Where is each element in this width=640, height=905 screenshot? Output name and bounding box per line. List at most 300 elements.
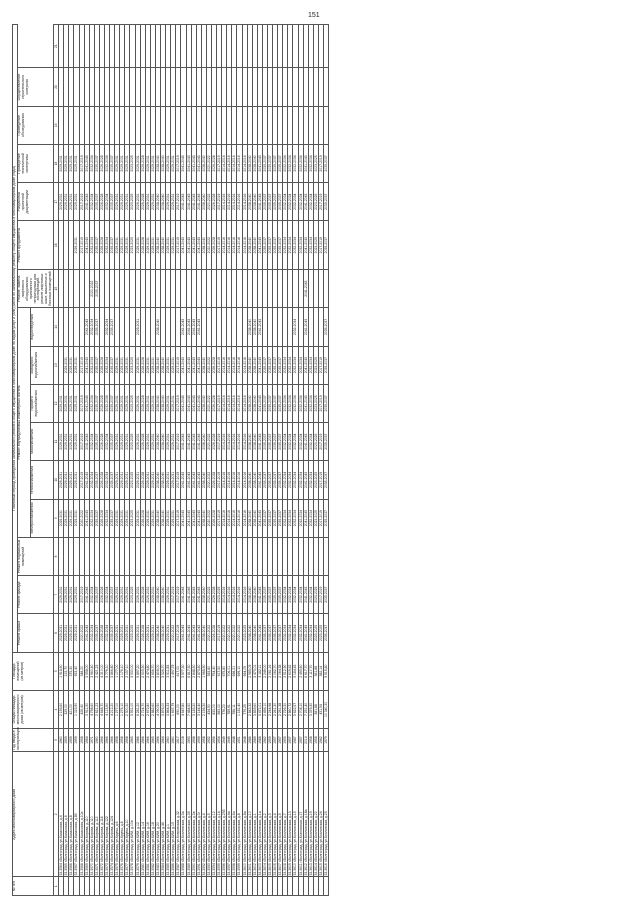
period-cell: 2029-2031: [120, 576, 125, 614]
total-area-cell: 3 839,60: [252, 690, 257, 728]
period-cell: 2032-2034: [89, 576, 94, 614]
period-cell: 2032-2034: [283, 614, 288, 652]
period-cell: 2041-2043: [191, 144, 196, 182]
period-cell: 2038-2040: [252, 346, 257, 384]
period-cell: 2020-2022: [206, 144, 211, 182]
header-roof: Ремонт крыши: [17, 614, 53, 652]
period-cell: 2035-2037: [94, 576, 99, 614]
period-cell: 2017-2019: [217, 423, 222, 461]
period-cell: 2032-2034: [293, 221, 298, 270]
total-area-cell: 2 672,80: [145, 690, 150, 728]
period-cell: 2041-2043: [196, 614, 201, 652]
period-cell: 2029-2031: [145, 221, 150, 270]
living-area-cell: 5 184,43: [293, 652, 298, 690]
period-cell: 2035-2037: [273, 384, 278, 422]
address-cell: 33.3580 г.Волгоград, ул.КИМ, д.14: [140, 752, 145, 877]
period-cell: 2038-2040: [252, 144, 257, 182]
period-cell: 2038-2040: [252, 423, 257, 461]
address-cell: 33.3583 г.Волгоград, ул.КИМ, д.20: [155, 752, 160, 877]
period-cell: 2032-2034: [288, 461, 293, 499]
period-cell: 2017-2019: [217, 221, 222, 270]
period-cell: 2029-2031: [69, 423, 74, 461]
total-area-cell: 2 860,72: [288, 690, 293, 728]
column-number: 16: [54, 221, 59, 270]
period-cell: 2029-2031: [166, 346, 171, 384]
period-cell: 2041-2043: [84, 384, 89, 422]
period-cell: 2023-2025: [130, 221, 135, 270]
period-cell: 2035-2037: [110, 308, 115, 346]
period-cell: 2032-2034: [288, 183, 293, 221]
period-cell: 2029-2031: [69, 614, 74, 652]
period-cell: 2014-2016: [222, 221, 227, 270]
period-cell: 2041-2043: [181, 183, 186, 221]
period-cell: 2029-2031: [120, 144, 125, 182]
period-cell: 2035-2037: [268, 614, 273, 652]
period-cell: 2035-2037: [262, 461, 267, 499]
period-cell: 2041-2043: [181, 576, 186, 614]
column-number: 21: [54, 25, 59, 68]
year-cell: 1960: [166, 729, 171, 752]
period-cell: 2017-2019: [217, 346, 222, 384]
period-cell: 2029-2031: [59, 183, 64, 221]
year-cell: 1986: [135, 729, 140, 752]
period-cell: 2014-2016: [237, 461, 242, 499]
period-cell: 2029-2031: [115, 144, 120, 182]
period-cell: 2026-2028: [99, 384, 104, 422]
period-cell: 2032-2034: [288, 346, 293, 384]
period-cell: 2041-2043: [186, 183, 191, 221]
period-cell: 2041-2043: [196, 461, 201, 499]
period-cell: 2041-2043: [196, 423, 201, 461]
period-cell: 2029-2031: [171, 384, 176, 422]
period-cell: 2041-2043: [84, 221, 89, 270]
year-cell: 1949: [222, 729, 227, 752]
period-cell: 2032-2034: [298, 499, 303, 537]
period-cell: 2035-2037: [278, 576, 283, 614]
address-cell: 33.3610 г.Волгоград, ул.Козловская, д.15: [293, 752, 298, 877]
column-number: 4: [54, 690, 59, 728]
period-cell: 2041-2043: [84, 576, 89, 614]
year-cell: 1958: [115, 729, 120, 752]
total-area-cell: 2 708,10: [298, 690, 303, 728]
year-cell: 1999: [196, 729, 201, 752]
living-area-cell: 3 776,10: [105, 652, 110, 690]
year-cell: 1949: [227, 729, 232, 752]
living-area-cell: 5 897,20: [135, 652, 140, 690]
period-cell: 2041-2043: [186, 346, 191, 384]
period-cell: 2035-2037: [273, 144, 278, 182]
period-cell: 2035-2037: [273, 576, 278, 614]
period-cell: 2026-2028: [211, 576, 216, 614]
living-area-cell: 2 505,50: [140, 652, 145, 690]
year-cell: 1952: [206, 729, 211, 752]
period-cell: 2035-2037: [278, 183, 283, 221]
period-cell: 2041-2043: [191, 384, 196, 422]
living-area-cell: 9 515,80: [324, 652, 329, 690]
address-cell: 33.3571 г.Волгоград, ул.Кирова, д.112: [94, 752, 99, 877]
period-cell: 2029-2031: [150, 384, 155, 422]
living-area-cell: 2 512,90: [283, 652, 288, 690]
period-cell: 2020-2022: [206, 614, 211, 652]
period-cell: 2023-2025: [313, 144, 318, 182]
period-cell: 2041-2043: [303, 221, 308, 270]
period-cell: 2038-2040: [155, 461, 160, 499]
year-cell: 1962: [262, 729, 267, 752]
year-cell: 1958: [201, 729, 206, 752]
period-cell: 2017-2019: [217, 144, 222, 182]
table-body: [59, 25, 329, 896]
period-cell: 2032-2034: [293, 308, 298, 346]
period-cell: 2017-2019: [176, 144, 181, 182]
period-cell: 2041-2043: [303, 576, 308, 614]
total-area-cell: 434,50: [206, 690, 211, 728]
column-number: 9: [54, 499, 59, 537]
period-cell: 2029-2031: [59, 576, 64, 614]
period-cell: 2041-2043: [84, 144, 89, 182]
period-cell: 2029-2031: [115, 384, 120, 422]
year-cell: 1986: [247, 729, 252, 752]
living-area-cell: 4 310,00: [99, 652, 104, 690]
period-cell: 2032-2034: [288, 576, 293, 614]
period-cell: 2032-2034: [89, 144, 94, 182]
year-cell: 1955: [283, 729, 288, 752]
table-row: [324, 25, 329, 896]
period-cell: 2032-2034: [298, 576, 303, 614]
address-cell: 33.3574 г.Волгоград, ул.Кирова, д.124: [110, 752, 115, 877]
period-cell: 2029-2031: [74, 384, 79, 422]
total-area-cell: 583,00: [217, 690, 222, 728]
capital-repair-table: [12, 24, 329, 896]
period-cell: 2032-2034: [89, 499, 94, 537]
address-cell: 33.3599 г.Волгоград, ул.Козловская, д.8: [237, 752, 242, 877]
period-cell: 2035-2037: [268, 144, 273, 182]
address-cell: 33.3565 г.Волгоград, ул.Казахская, д.6: [64, 752, 69, 877]
total-area-cell: 5 622,57: [293, 690, 298, 728]
period-cell: 2035-2037: [262, 499, 267, 537]
period-cell: 2029-2031: [64, 461, 69, 499]
period-cell: 2035-2037: [273, 461, 278, 499]
address-cell: 33.3581 г.Волгоград, ул.КИМ, д.16: [145, 752, 150, 877]
period-cell: 2014-2016: [227, 499, 232, 537]
period-cell: 2041-2043: [181, 614, 186, 652]
period-cell: 2029-2031: [120, 423, 125, 461]
period-cell: 2032-2034: [308, 499, 313, 537]
period-cell: 2032-2034: [308, 461, 313, 499]
period-cell: 2029-2031: [125, 384, 130, 422]
period-cell: [324, 537, 329, 575]
living-area-cell: 3 558,00: [84, 652, 89, 690]
period-cell: 2041-2043: [257, 461, 262, 499]
period-cell: 2032-2034: [105, 423, 110, 461]
period-cell: 2029-2031: [145, 499, 150, 537]
period-cell: 2041-2043: [181, 423, 186, 461]
period-cell: 2020-2022: [79, 614, 84, 652]
living-area-cell: 3 473,01: [252, 652, 257, 690]
year-cell: 1988: [257, 729, 262, 752]
period-cell: 2035-2037: [110, 384, 115, 422]
living-area-cell: 1 968,90: [201, 652, 206, 690]
period-cell: 2035-2037: [273, 346, 278, 384]
address-cell: 33.3607 г.Волгоград, ул.Козловская, д.5: [278, 752, 283, 877]
period-cell: 2023-2025: [313, 614, 318, 652]
period-cell: 2023-2025: [130, 183, 135, 221]
row-number: [324, 877, 329, 896]
living-area-cell: 617,00: [176, 652, 181, 690]
header-no: № п/п: [13, 877, 54, 896]
period-cell: 2017-2019: [176, 346, 181, 384]
period-cell: 2041-2043: [181, 384, 186, 422]
period-cell: 2041-2043: [303, 423, 308, 461]
period-cell: 2017-2019: [79, 346, 84, 384]
total-area-cell: 3 183,20: [191, 690, 196, 728]
living-area-cell: 215,70: [64, 652, 69, 690]
address-cell: 33.3566 г.Волгоград, ул.Казахская, д.8: [69, 752, 74, 877]
period-cell: 2032-2034: [298, 384, 303, 422]
period-cell: 2041-2043: [191, 221, 196, 270]
total-area-cell: 4 647,80: [181, 690, 186, 728]
period-cell: 2032-2034: [298, 144, 303, 182]
period-cell: 2029-2031: [166, 423, 171, 461]
period-cell: 2038-2040: [252, 499, 257, 537]
period-cell: 2032-2034: [105, 308, 110, 346]
period-cell: 2032-2034: [105, 183, 110, 221]
year-cell: 1998: [191, 729, 196, 752]
period-cell: 2020-2022: [206, 423, 211, 461]
period-cell: 2026-2028: [99, 499, 104, 537]
address-cell: 33.3572 г.Волгоград, ул.Кирова, д.118: [99, 752, 104, 877]
period-cell: 2029-2031: [145, 614, 150, 652]
period-cell: 2014-2016: [227, 576, 232, 614]
period-cell: 2032-2034: [308, 221, 313, 270]
period-cell: 2032-2034: [105, 576, 110, 614]
period-cell: 2029-2031: [74, 144, 79, 182]
period-cell: 2017-2019: [176, 183, 181, 221]
total-area-cell: 1 023,90: [74, 690, 79, 728]
period-cell: 2020-2022: [206, 499, 211, 537]
year-cell: 1962: [318, 729, 323, 752]
period-cell: 2017-2019: [318, 144, 323, 182]
period-cell: 2023-2025: [313, 384, 318, 422]
period-cell: 2026-2028: [211, 144, 216, 182]
period-cell: 2029-2031: [171, 183, 176, 221]
period-cell: [324, 270, 329, 308]
period-cell: 2029-2031: [166, 461, 171, 499]
header-sewer: водоотведения: [30, 308, 53, 346]
period-cell: 2014-2016: [222, 499, 227, 537]
period-cell: 2023-2025: [130, 499, 135, 537]
address-cell: 33.3600 г.Волгоград, ул.Козловская, д.8а: [242, 752, 247, 877]
period-cell: 2029-2031: [150, 346, 155, 384]
period-cell: 2029-2031: [59, 461, 64, 499]
period-cell: 2038-2040: [247, 346, 252, 384]
period-cell: 2026-2028: [99, 461, 104, 499]
period-cell: 2032-2034: [293, 346, 298, 384]
year-cell: 1966: [110, 729, 115, 752]
total-area-cell: 4 648,70: [99, 690, 104, 728]
period-cell: 2014-2016: [232, 183, 237, 221]
period-cell: 2023-2025: [130, 423, 135, 461]
period-cell: 2026-2028: [211, 499, 216, 537]
period-cell: 2017-2019: [318, 183, 323, 221]
period-cell: 2029-2031: [59, 384, 64, 422]
total-area-cell: 2 621,23: [94, 690, 99, 728]
period-cell: 2032-2034: [308, 423, 313, 461]
period-cell: 2029-2031: [115, 614, 120, 652]
header-cold-water: холодного водоснабжения: [30, 346, 53, 384]
address-cell: 33.3586 г.Волгоград, ул.КИМ, д.15: [171, 752, 176, 877]
period-cell: 2035-2037: [278, 144, 283, 182]
period-cell: 2032-2034: [308, 346, 313, 384]
total-area-cell: 1 277,00: [115, 690, 120, 728]
period-cell: 2035-2037: [273, 499, 278, 537]
period-cell: 2041-2043: [186, 499, 191, 537]
period-cell: 2041-2043: [196, 308, 201, 346]
living-area-cell: 2 064,38: [278, 652, 283, 690]
period-cell: 2041-2043: [191, 461, 196, 499]
period-cell: 2038-2040: [161, 384, 166, 422]
period-cell: 2017-2019: [79, 144, 84, 182]
period-cell: 2041-2043: [186, 614, 191, 652]
period-cell: 2032-2034: [89, 183, 94, 221]
address-cell: 33.3570 г.Волгоград, ул.Кирова, д.110: [89, 752, 94, 877]
period-cell: 2023-2025: [313, 423, 318, 461]
period-cell: 2038-2040: [155, 346, 160, 384]
period-cell: 2023-2025: [313, 576, 318, 614]
total-area-cell: 4 090,90: [155, 690, 160, 728]
header-design: Разработка проектной документации: [17, 183, 53, 221]
period-cell: 2014-2016: [222, 384, 227, 422]
period-cell: 2035-2037: [110, 183, 115, 221]
address-cell: 33.3608 г.Волгоград, ул.Козловская, д.7: [283, 752, 288, 877]
period-cell: 2029-2031: [145, 183, 150, 221]
living-area-cell: 2 249,00: [262, 652, 267, 690]
period-cell: 2029-2031: [150, 423, 155, 461]
period-cell: 2029-2031: [74, 499, 79, 537]
living-area-cell: 1 177,00: [115, 652, 120, 690]
period-cell: 2041-2043: [257, 221, 262, 270]
period-cell: 2032-2034: [105, 346, 110, 384]
period-cell: 2041-2043: [303, 499, 308, 537]
period-cell: 2026-2028: [99, 346, 104, 384]
period-cell: [324, 25, 329, 68]
total-area-cell: 833,00: [211, 690, 216, 728]
period-cell: 2038-2040: [161, 183, 166, 221]
period-cell: 2029-2031: [125, 461, 130, 499]
period-cell: 2038-2040: [155, 576, 160, 614]
period-cell: 2014-2016: [232, 221, 237, 270]
period-cell: 2035-2037: [262, 384, 267, 422]
period-cell: 2014-2016: [242, 346, 247, 384]
period-cell: 2035-2037: [324, 499, 329, 537]
period-cell: 2035-2037: [278, 499, 283, 537]
period-cell: 2038-2040: [247, 461, 252, 499]
period-cell: 2041-2043: [303, 183, 308, 221]
period-cell: 2029-2031: [171, 221, 176, 270]
year-cell: 1960: [171, 729, 176, 752]
period-cell: 2032-2034: [105, 499, 110, 537]
year-cell: 1958: [308, 729, 313, 752]
period-cell: 2032-2034: [308, 144, 313, 182]
total-area-cell: 3 876,00: [161, 690, 166, 728]
period-cell: 2026-2028: [140, 576, 145, 614]
period-cell: 2038-2040: [201, 499, 206, 537]
period-cell: 2029-2031: [69, 384, 74, 422]
period-cell: 2017-2019: [171, 576, 176, 614]
living-area-cell: 2 656,70: [150, 652, 155, 690]
period-cell: 2032-2034: [308, 614, 313, 652]
period-cell: 2032-2034: [283, 499, 288, 537]
period-cell: 2029-2031: [145, 346, 150, 384]
address-cell: 33.3613 г.Волгоград, ул.Козловская, д.19: [308, 752, 313, 877]
period-cell: 2041-2043: [84, 461, 89, 499]
total-area-cell: 2 724,70: [140, 690, 145, 728]
period-cell: 2038-2040: [161, 346, 166, 384]
period-cell: 2041-2043: [257, 423, 262, 461]
column-number: 19: [54, 106, 59, 144]
year-cell: 1964: [161, 729, 166, 752]
period-cell: 2035-2037: [262, 221, 267, 270]
header-total-area: Общая площадь многоквартирного дома (кв.метров): [13, 690, 54, 728]
total-area-cell: 2 726,30: [283, 690, 288, 728]
period-cell: 2029-2031: [150, 183, 155, 221]
period-cell: 2035-2037: [268, 221, 273, 270]
year-cell: 1956: [211, 729, 216, 752]
period-cell: 2023-2025: [313, 499, 318, 537]
period-cell: 2029-2031: [166, 384, 171, 422]
period-cell: 2020-2022: [206, 576, 211, 614]
total-area-cell: 1 181,40: [237, 690, 242, 728]
period-cell: 2023-2025: [313, 183, 318, 221]
living-area-cell: 6 617,70: [303, 652, 308, 690]
period-cell: 2014-2016: [222, 576, 227, 614]
period-cell: 2029-2031: [64, 346, 69, 384]
period-cell: 2041-2043: [191, 614, 196, 652]
period-cell: 2035-2037: [94, 423, 99, 461]
column-number: 1: [54, 877, 59, 896]
period-cell: 2041-2043: [303, 461, 308, 499]
total-area-cell: 1 276,10: [120, 690, 125, 728]
header-expertise: Проведение технической экспертизы: [17, 144, 53, 182]
period-cell: [324, 106, 329, 144]
period-cell: 2017-2019: [217, 384, 222, 422]
total-area-cell: 2 882,60: [150, 690, 155, 728]
period-cell: 2029-2031: [135, 614, 140, 652]
header-gas: газоснабжения: [30, 423, 53, 461]
period-cell: 2026-2028: [99, 423, 104, 461]
address-cell: 33.3575 г.Волгоград, ул.Крупы, д.6: [115, 752, 120, 877]
period-cell: 2029-2031: [171, 346, 176, 384]
period-cell: 2038-2040: [161, 576, 166, 614]
period-cell: 2023-2025: [313, 461, 318, 499]
period-cell: 2035-2037: [278, 461, 283, 499]
living-area-cell: 348,20: [79, 652, 84, 690]
year-cell: 1959: [268, 729, 273, 752]
year-cell: 1964: [84, 729, 89, 752]
period-cell: 2029-2031: [135, 461, 140, 499]
period-cell: 2014-2016: [227, 183, 232, 221]
header-control: Осуществление строительного контроля: [17, 68, 53, 106]
period-cell: 2029-2031: [145, 423, 150, 461]
period-cell: 2029-2031: [74, 576, 79, 614]
period-cell: 2032-2034: [293, 183, 298, 221]
period-cell: 2029-2031: [135, 346, 140, 384]
living-area-cell: 3 182,11: [257, 652, 262, 690]
period-cell: 2041-2043: [186, 384, 191, 422]
period-cell: 2035-2037: [94, 144, 99, 182]
period-cell: 2017-2019: [176, 576, 181, 614]
period-cell: 2041-2043: [84, 499, 89, 537]
period-cell: 2038-2040: [247, 384, 252, 422]
